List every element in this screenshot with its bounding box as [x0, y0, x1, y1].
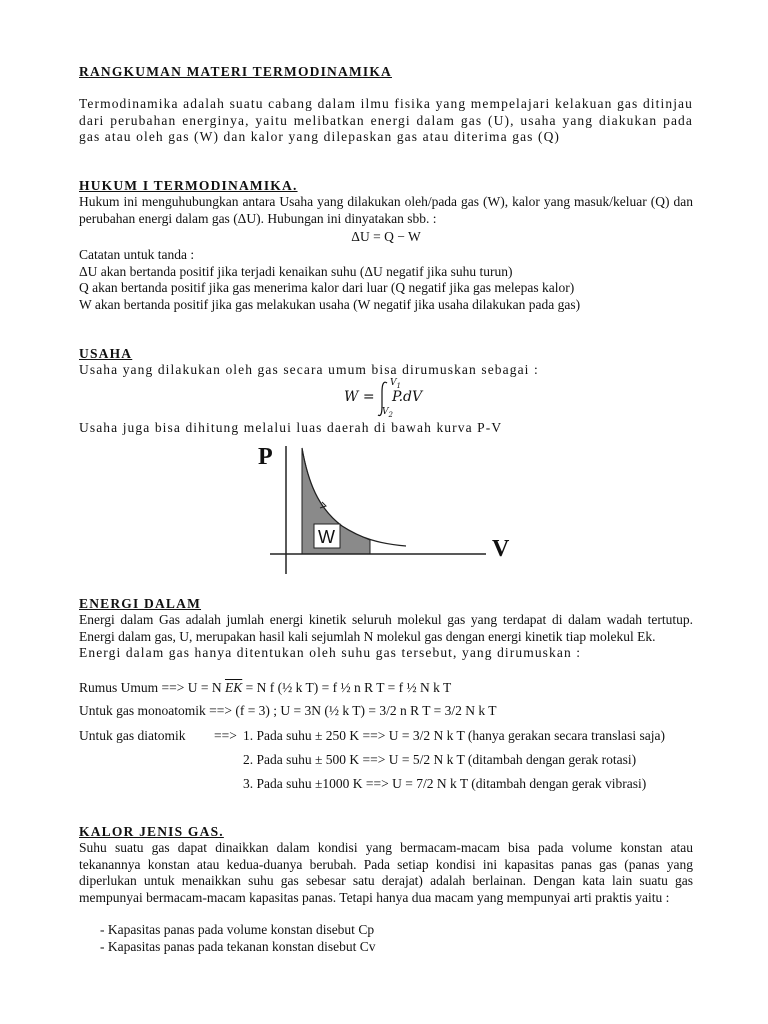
kalor-item-cv: - Kapasitas panas pada tekanan konstan disebut Cv [100, 938, 376, 954]
diatomik-case-500: 2. Pada suhu ± 500 K ==> U = 5/2 N k T (ditambah dengan gerak rotasi) [243, 752, 637, 767]
hukum-heading: HUKUM I TERMODINAMIKA. [79, 178, 298, 193]
document-title: RANGKUMAN MATERI TERMODINAMIKA [79, 64, 392, 79]
hukum-paragraph: Hukum ini menguhubungkan antara Usaha yang dilakukan oleh/pada gas (W), kalor yang masuk/keluar (Q) dan perubahan energi dalam gas (ΔU). Hubungan ini dinyatakan sbb. : [79, 194, 693, 226]
lower-limit: $V_2$ [382, 407, 393, 419]
kalor-item-cp: - Kapasitas panas pada volume konstan disebut Cp [100, 922, 375, 937]
sign-notes [79, 247, 693, 313]
rumus-suffix: = N f (½ k T) = f ½ n R T = f ½ N k T [242, 680, 452, 695]
rumus-monoatomik: Untuk gas monoatomik ==> (f = 3) ; U = 3N (½ k T) = 3/2 n R T = 3/2 N k T [79, 703, 497, 718]
kalor-heading: KALOR JENIS GAS. [79, 824, 224, 839]
v-axis-label: V [492, 536, 510, 562]
p-axis-label: P [258, 444, 273, 470]
formula-lhs: W = [344, 389, 375, 405]
hukum-equation: ΔU = Q − W [351, 229, 421, 244]
pv-graph [256, 442, 526, 580]
work-label: W [318, 527, 335, 547]
kalor-paragraph: Suhu suatu gas dapat dinaikkan dalam kondisi yang bermacam-macam bisa pada volume konstan atau tekanannya konstan atau kedua-duanya berubah. Pada setiap kondisi ini kapasitas panas gas (panas yang diperlukan untuk menaikkan suhu gas sebesar satu derajat) adalah berlainan. Dengan kata lain suatu gas mempunyai bermacam-macam kapasitas panas. Tetapi hanya dua macam yang mempunyai arti praktis yaitu : [79, 840, 693, 905]
energi-paragraph: Energi dalam Gas adalah jumlah energi kinetik seluruh molekul gas yang terdapat di dalam wadah tertutup. Energi dalam gas, U, merupakan hasil kali sejumlah N molekul gas dengan energi kinetik tiap molekul Ek. [79, 612, 693, 644]
work-integral-formula [336, 378, 456, 420]
note-delta-u: ΔU akan bertanda positif jika terjadi kenaikan suhu (ΔU negatif jika suhu turun) [79, 263, 513, 279]
diatomik-arrow: ==> [214, 728, 237, 743]
formula-integrand: P.dV [392, 389, 423, 405]
diatomik-label: Untuk gas diatomik [79, 728, 186, 743]
rumus-umum [79, 680, 693, 697]
intro-paragraph: Termodinamika adalah suatu cabang dalam ilmu fisika yang mempelajari kelakuan gas ditinjau dari perubahan energinya, yaitu melibatkan energi dalam gas (U), usaha yang diakukan pada gas atau oleh gas (W) dan kalor yang dilepaskan gas atau diterima gas (Q) [79, 96, 693, 144]
usaha-paragraph-1: Usaha yang dilakukan oleh gas secara umum bisa dirumuskan sebagai : [79, 362, 539, 377]
upper-limit: $V_1$ [390, 378, 401, 390]
energi-heading: ENERGI DALAM [79, 596, 202, 611]
note-w: W akan bertanda positif jika gas melakukan usaha (W negatif jika usaha dilakukan pada gas) [79, 296, 581, 312]
energi-paragraph-2: Energi dalam gas hanya ditentukan oleh suhu gas tersebut, yang dirumuskan : [79, 645, 582, 660]
diatomik-block [79, 728, 693, 798]
diatomik-case-1000: 3. Pada suhu ±1000 K ==> U = 7/2 N k T (ditambah dengan gerak vibrasi) [243, 776, 647, 791]
usaha-heading: USAHA [79, 346, 133, 361]
note-q: Q akan bertanda positif jika gas menerima kalor dari luar (Q negatif jika gas melepas kalor) [79, 280, 575, 295]
diatomik-case-250: 1. Pada suhu ± 250 K ==> U = 3/2 N k T (hanya gerakan secara translasi saja) [243, 728, 666, 743]
usaha-paragraph-2: Usaha juga bisa dihitung melalui luas daerah di bawah kurva P-V [79, 420, 503, 435]
notes-label: Catatan untuk tanda : [79, 247, 195, 262]
rumus-ek: $\overline{EK}$ [224, 680, 243, 695]
rumus-prefix: Rumus Umum ==> U = N [79, 680, 225, 695]
kalor-list [100, 922, 600, 955]
